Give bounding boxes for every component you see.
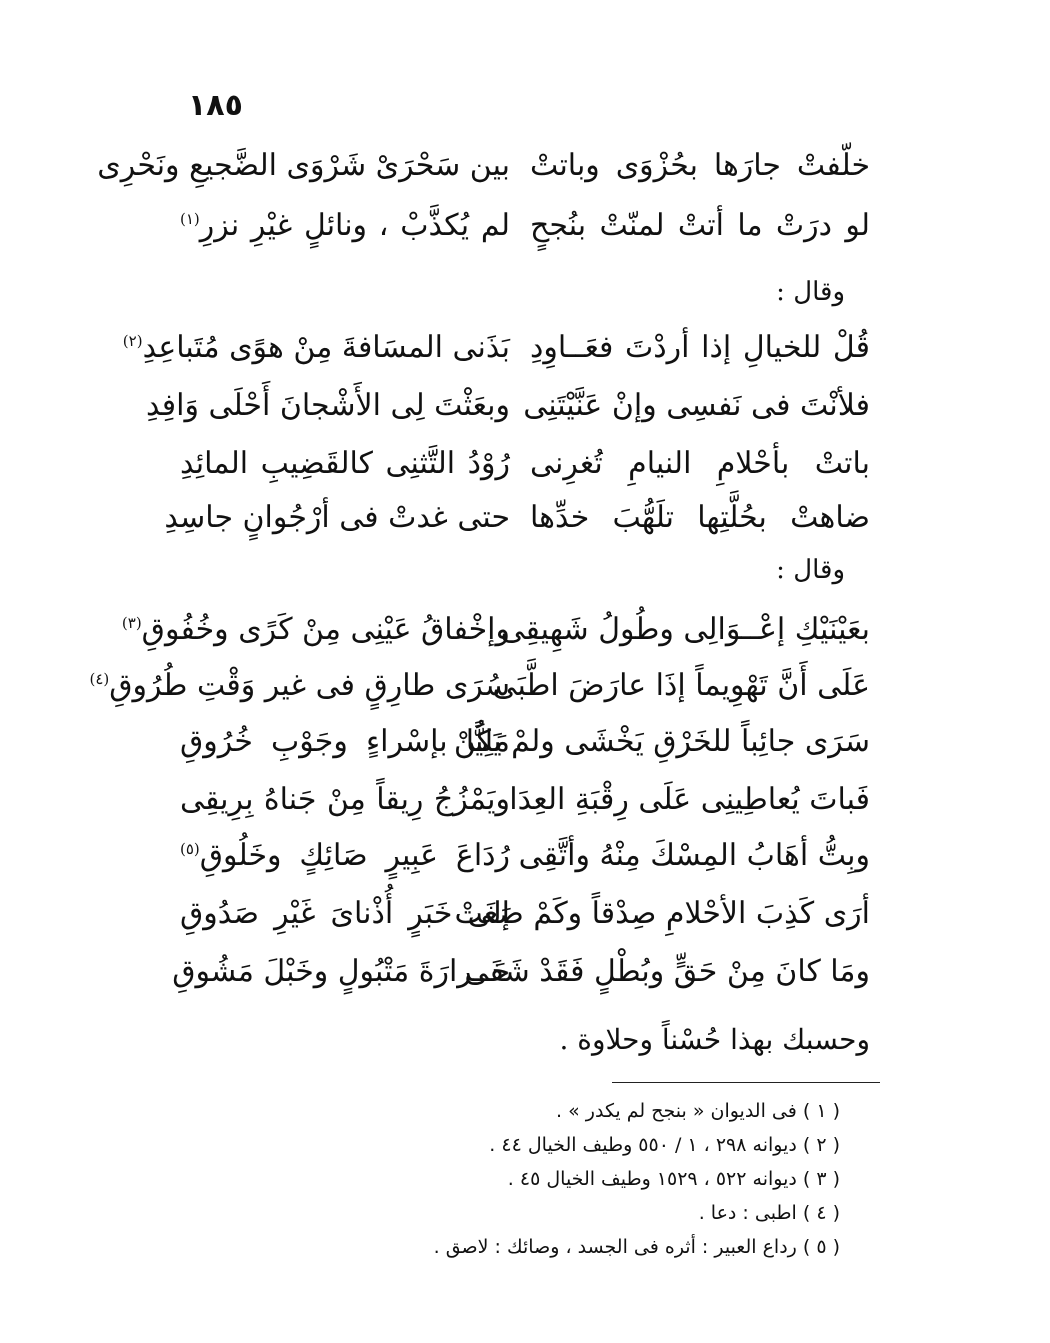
footnote-item: ( ٣ ) ديوانه ٥٢٢ ، ١٥٢٩ وطيف الخيال ٤٥ . — [507, 1168, 840, 1190]
verse-line — [180, 200, 870, 252]
verse-line — [180, 438, 870, 490]
verse-second-hemistich: حَــرارَةَ مَتْبُولٍ وخَبْلَ مَشُوقِ — [172, 954, 510, 989]
verse-second-hemistich: ويَمْزُجُ رِيقاً مِنْ جَناهُ بِرِيقِى — [180, 782, 510, 817]
verse-line — [122, 322, 870, 374]
verse-text: سُرَى طارِقٍ فى غير وَقْتِ طُرُوقِ — [109, 668, 510, 703]
verse-first-hemistich: باتتْ بأحْلامِ النيامِ تُغرِنى — [530, 446, 870, 481]
verse-second-hemistich — [89, 660, 510, 712]
verse-second-hemistich: حتى غدتْ فى أرْجُوانٍ جاسِدِ — [164, 500, 510, 535]
verse-second-hemistich: بين سَحْرَىْ شَرْوَى الضَّجيعِ ونَحْرِى — [97, 148, 510, 183]
verse-text: بَذَنى المسَافةَ مِنْ هوًى مُتَباعِدِ — [142, 330, 510, 365]
footnote-marker: (٢) — [122, 332, 143, 350]
verse-second-hemistich — [180, 200, 510, 252]
verse-line — [180, 888, 870, 940]
verse-line — [180, 830, 870, 882]
verse-first-hemistich: أرَى كَذِبَ الأحْلامِ صِدْقاً وكَمْ صَغَتْ — [454, 896, 870, 931]
verse-line — [121, 604, 870, 656]
verse-first-hemistich: وبِتُّ أهَابُ المِسْكَ مِنْهُ وأتَّقِى — [518, 838, 870, 873]
footnote-marker: (٣) — [121, 614, 142, 632]
verse-first-hemistich: عَلَى أَنَّ تَهْوِيماً إذَا عارَضَ اطَّبَى — [492, 668, 870, 703]
verse-line — [172, 946, 870, 998]
footnote-item: ( ٥ ) رداع العبير : أثره فى الجسد ، وصائك : لاصق . — [433, 1236, 840, 1258]
footnote-divider — [612, 1082, 880, 1083]
verse-first-hemistich: ضاهتْ بحُلَّتِها تلَهُّبَ خدِّها — [530, 500, 870, 535]
verse-second-hemistich: وبعَثْتَ لِى الأَشْجانَ أَحْلَى وَافِدِ — [146, 388, 510, 423]
footnote-marker: (١) — [180, 210, 200, 228]
footnote-item: ( ١ ) فى الديوان « بنجح لم يكدر » . — [556, 1100, 840, 1122]
verse-text: رُدَاعَ عَبِيرٍ صَائِكٍ وخَلُوقِ — [199, 838, 510, 873]
verse-second-hemistich — [121, 604, 510, 656]
verse-first-hemistich: قُلْ للخيالِ إذا أردْتَ فعَــاوِدِ — [530, 330, 870, 365]
verse-first-hemistich: سَرَى جائِباً للخَرْقِ يَخْشَى ولمْ يَكُنْ — [453, 724, 870, 759]
intro-line: وقال : — [776, 555, 845, 585]
verse-second-hemistich: مَلِيًّا بإسْراءٍ وجَوْبِ خُرُوقِ — [180, 724, 510, 759]
verse-second-hemistich — [122, 322, 510, 374]
verse-second-hemistich: رُوْدُ التَّثنِى كالقَضِيبِ المائِدِ — [180, 446, 510, 481]
verse-second-hemistich: إلى خَبَرٍ أُذْناىَ غَيْرِ صَدُوقِ — [180, 896, 510, 931]
verse-first-hemistich: فلأنْتَ فى نَفسِى وإنْ عَنَّيْتَنِى — [523, 388, 870, 423]
verse-first-hemistich: ومَا كانَ مِنْ حَقٍّ وبُطْلٍ فَقَدْ شَفَى — [464, 954, 870, 989]
verse-line — [89, 660, 870, 712]
closing-sentence: وحسبك بهذا حُسْناً وحلاوة . — [559, 1023, 870, 1056]
verse-text: وإخْفاقُ عَيْنِى مِنْ كَرًى وخُفُوقِ — [141, 612, 510, 647]
verse-first-hemistich: خلّفتْ جارَها بحُزْوَى وباتتْ — [530, 148, 870, 183]
verse-line — [180, 716, 870, 768]
verse-text: لم يُكذَّبْ ، ونائلٍ غيْرِ نزرِ — [199, 208, 510, 243]
footnote-item: ( ٤ ) اطبى : دعا . — [698, 1202, 840, 1224]
footnote-item: ( ٢ ) ديوانه ٢٩٨ ، ١ / ٥٥٠ وطيف الخيال ٤٤ . — [489, 1134, 840, 1156]
footnote-marker: (٤) — [89, 670, 110, 688]
verse-line — [164, 492, 870, 544]
verse-first-hemistich: لو درَتْ ما أتتْ لمنّتْ بنُجحٍ — [530, 208, 870, 243]
verse-first-hemistich: فَباتَ يُعاطِينِى عَلَى رِقْبَةِ العِدَا — [509, 782, 870, 817]
verse-line — [97, 140, 870, 192]
verse-first-hemistich: بعَيْنَيْكِ إعْــوَالِى وطُولُ شَهِيقِى — [500, 612, 870, 647]
verse-second-hemistich — [180, 830, 510, 882]
intro-line: وقال : — [776, 277, 845, 307]
page-number: ١٨٥ — [188, 88, 243, 123]
verse-line — [146, 380, 870, 432]
footnote-marker: (٥) — [180, 840, 200, 858]
verse-line — [180, 774, 870, 826]
